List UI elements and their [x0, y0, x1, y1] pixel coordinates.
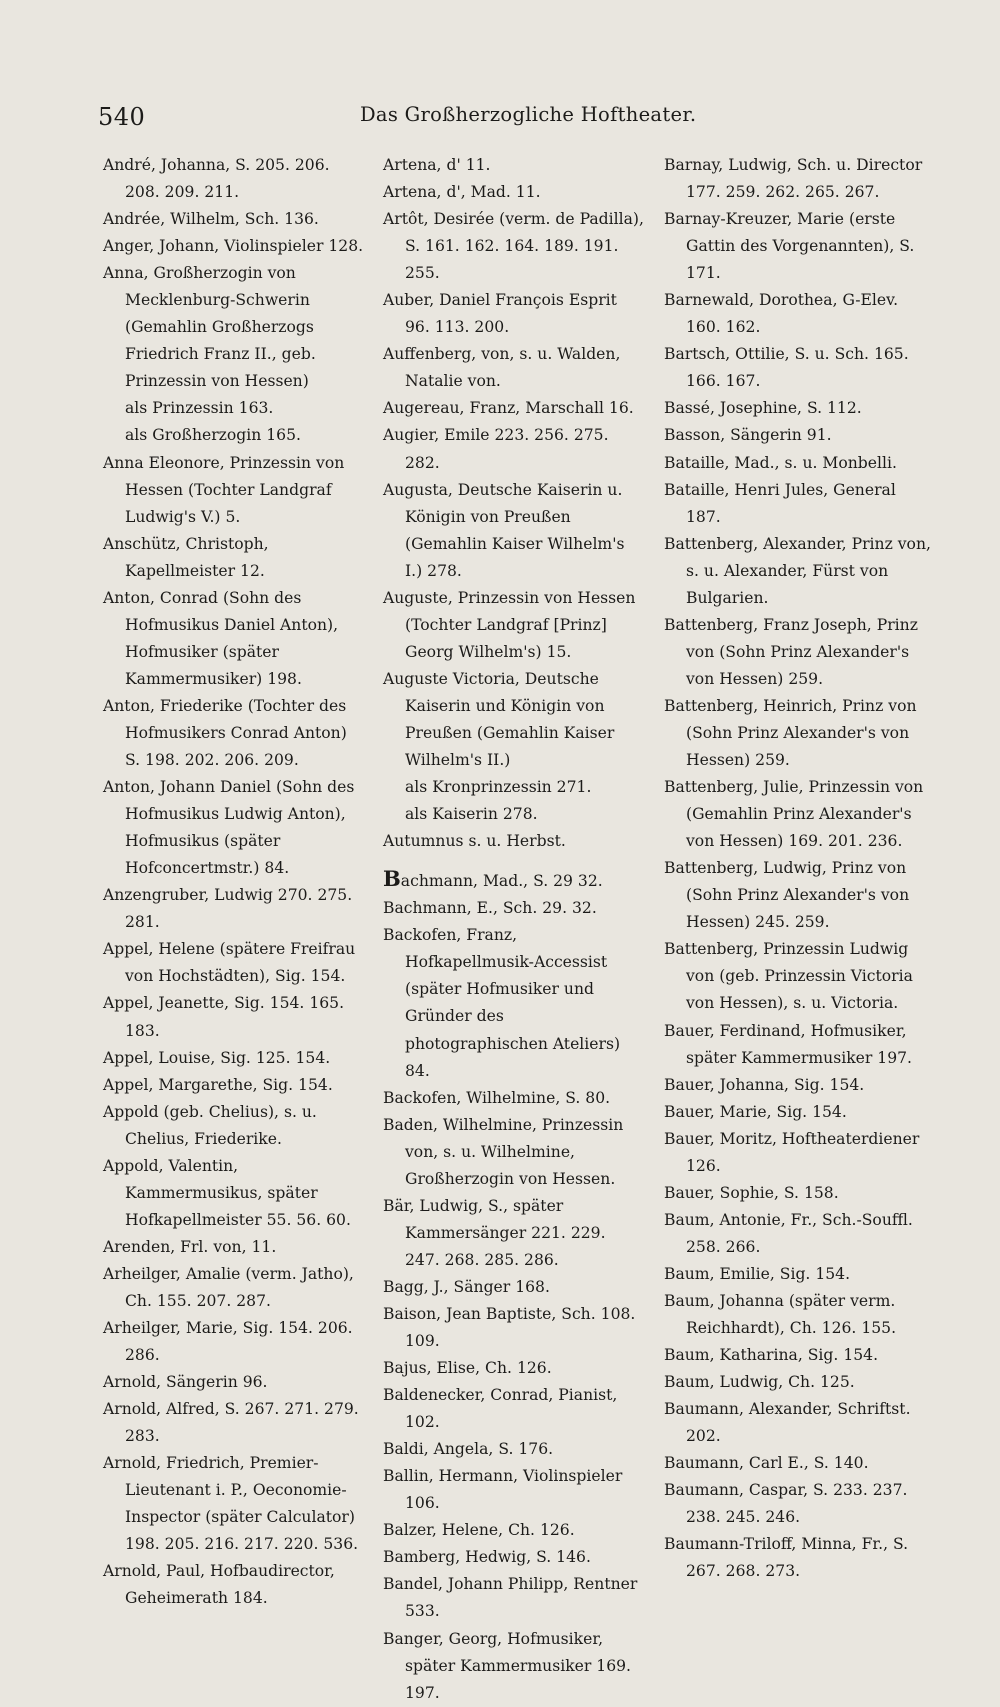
index-entry: Baum, Emilie, Sig. 154. [664, 1264, 851, 1283]
index-entry: Baumann, Alexander, Schriftst. 202. [664, 1400, 911, 1446]
index-entry: Bauer, Marie, Sig. 154. [664, 1102, 847, 1121]
index-entry: Appold (geb. Chelius), s. u. Chelius, Friederike. [103, 1102, 317, 1148]
index-entry: Arnold, Paul, Hofbaudirector, Geheimerath 184. [103, 1562, 335, 1608]
index-entry: Auguste, Prinzessin von Hessen (Tochter Landgraf [Prinz] Georg Wilhelm's) 15. [383, 588, 636, 661]
index-entry: Anger, Johann, Violinspieler 128. [103, 237, 364, 256]
index-entry: Barnewald, Dorothea, G-Elev. 160. 162. [664, 291, 899, 337]
index-entry: Battenberg, Ludwig, Prinz von (Sohn Prinz Alexander's von Hessen) 245. 259. [664, 859, 910, 932]
index-entry: Andrée, Wilhelm, Sch. 136. [103, 210, 319, 229]
index-entry: Arnold, Alfred, S. 267. 271. 279. 283. [103, 1400, 359, 1446]
index-entry: Arheilger, Marie, Sig. 154. 206. 286. [103, 1319, 353, 1365]
index-entry: Baum, Johanna (später verm. Reichhardt), Ch. 126. 155. [664, 1291, 897, 1338]
index-entry: Baum, Antonie, Fr., Sch.-Souffl. 258. 266. [664, 1210, 913, 1256]
page-number: 540 [98, 103, 146, 131]
index-entry: Auguste Victoria, Deutsche Kaiserin und Königin von Preußen (Gemahlin Kaiser Wilhelm's II.) als Kronprinzessin 271. als Kaiserin 278. [383, 669, 615, 824]
index-entry: Anna Eleonore, Prinzessin von Hessen (Tochter Landgraf Ludwig's V.) 5. [103, 453, 345, 526]
index-entry: Anton, Friederike (Tochter des Hofmusikers Conrad Anton) S. 198. 202. 206. 209. [103, 696, 347, 770]
index-entry: Augier, Emile 223. 256. 275. 282. [383, 426, 609, 472]
index-entry: Baumann-Triloff, Minna, Fr., S. 267. 268. 273. [664, 1535, 909, 1581]
index-entry: Arenden, Frl. von, 11. [103, 1237, 277, 1256]
index-entry: Appold, Valentin, Kammermusikus, später Hofkapellmeister 55. 56. 60. [103, 1156, 351, 1229]
index-entry: Bartsch, Ottilie, S. u. Sch. 165. 166. 167. [664, 345, 909, 391]
index-entry: Augereau, Franz, Marschall 16. [383, 399, 634, 418]
index-column-right [664, 152, 934, 1585]
index-entry: Battenberg, Julie, Prinzessin von (Gemahlin Prinz Alexander's von Hessen) 169. 201. 236. [664, 778, 924, 851]
index-entry: Anna, Großherzogin von Mecklenburg-Schwerin (Gemahlin Großherzogs Friedrich Franz II., geb. Prinzessin von Hessen) als Prinzessin 163. als Großherzogin 165. [103, 264, 316, 445]
index-entry: Bauer, Johanna, Sig. 154. [664, 1075, 865, 1094]
index-entry: Arheilger, Amalie (verm. Jatho), Ch. 155. 207. 287. [103, 1264, 354, 1310]
index-entry: Appel, Helene (spätere Freifrau von Hochstädten), Sig. 154. [103, 940, 356, 986]
index-entry: Bauer, Ferdinand, Hofmusiker, später Kammermusiker 197. [664, 1021, 913, 1067]
index-entry: Anschütz, Christoph, Kapellmeister 12. [103, 534, 269, 580]
index-entry: Bataille, Mad., s. u. Monbelli. [664, 453, 897, 472]
index-entry: Baison, Jean Baptiste, Sch. 108. 109. [383, 1304, 636, 1351]
index-entry: Battenberg, Prinzessin Ludwig von (geb. Prinzessin Victoria von Hessen), s. u. Victoria. [664, 940, 913, 1013]
index-entry: Bauer, Sophie, S. 158. [664, 1183, 839, 1202]
index-entry: Battenberg, Franz Joseph, Prinz von (Sohn Prinz Alexander's von Hessen) 259. [664, 615, 918, 688]
index-entry: Barnay, Ludwig, Sch. u. Director 177. 259. 262. 265. 267. [664, 156, 923, 202]
index-entry: Backofen, Wilhelmine, S. 80. [383, 1088, 611, 1107]
index-entry: Artena, d' 11. [383, 156, 491, 174]
index-entry: Appel, Margarethe, Sig. 154. [103, 1075, 333, 1094]
index-entry: Bataille, Henri Jules, General 187. [664, 480, 896, 526]
index-entry: Baldi, Angela, S. 176. [383, 1440, 554, 1459]
index-entry: Artôt, Desirée (verm. de Padilla), S. 161. 162. 164. 189. 191. 255. [383, 210, 644, 283]
index-column-middle [383, 152, 645, 1707]
index-entry: Bamberg, Hedwig, S. 146. [383, 1548, 591, 1567]
index-entry: Barnay-Kreuzer, Marie (erste Gattin des Vorgenannten), S. 171. [664, 210, 915, 283]
index-column-left [103, 152, 365, 1613]
index-entry: Augusta, Deutsche Kaiserin u. Königin von Preußen (Gemahlin Kaiser Wilhelm's I.) 278. [383, 480, 625, 580]
index-entry: Bagg, J., Sänger 168. [383, 1277, 550, 1296]
index-entry: Balzer, Helene, Ch. 126. [383, 1521, 575, 1540]
index-entry: Banger, Georg, Hofmusiker, später Kammermusiker 169. 197. [383, 1629, 632, 1702]
index-entry: Bajus, Elise, Ch. 126. [383, 1359, 552, 1378]
index-entry: André, Johanna, S. 205. 206. 208. 209. 211. [103, 156, 330, 202]
index-entry: Bär, Ludwig, S., später Kammersänger 221. 229. 247. 268. 285. 286. [383, 1196, 606, 1269]
index-entry: Bauer, Moritz, Hoftheaterdiener 126. [664, 1129, 920, 1175]
index-entry: Battenberg, Heinrich, Prinz von (Sohn Prinz Alexander's von Hessen) 259. [664, 696, 917, 770]
index-entry: Bassé, Josephine, S. 112. [664, 399, 862, 418]
index-entry: Backofen, Franz, Hofkapellmusik-Accessist (später Hofmusiker und Gründer des photographischen Ateliers) 84. [383, 926, 621, 1080]
index-entry: Anzengruber, Ludwig 270. 275. 281. [103, 886, 353, 932]
index-entry: Baden, Wilhelmine, Prinzessin von, s. u. Wilhelmine, Großherzogin von Hessen. [383, 1115, 624, 1188]
index-entry: Auffenberg, von, s. u. Walden, Natalie von. [383, 345, 621, 391]
index-entry: Arnold, Sängerin 96. [103, 1373, 268, 1392]
index-entry: Baldenecker, Conrad, Pianist, 102. [383, 1386, 618, 1432]
index-entry-section-b: Bachmann, Mad., S. 29 32. [383, 866, 603, 892]
index-entry: Baumann, Carl E., S. 140. [664, 1454, 869, 1473]
index-entry: Artena, d', Mad. 11. [383, 183, 541, 202]
index-entry: Anton, Conrad (Sohn des Hofmusikus Daniel Anton), Hofmusiker (später Kammermusiker) 198. [103, 588, 339, 688]
index-entry: Basson, Sängerin 91. [664, 426, 832, 445]
index-entry: Baum, Ludwig, Ch. 125. [664, 1373, 855, 1392]
index-entry: Auber, Daniel François Esprit 96. 113. 200. [383, 291, 617, 337]
index-entry: Appel, Louise, Sig. 125. 154. [103, 1048, 331, 1067]
running-head: Das Großherzogliche Hoftheater. [360, 103, 697, 126]
index-entry: Anton, Johann Daniel (Sohn des Hofmusikus Ludwig Anton), Hofmusikus (später Hofconcertmstr.) 84. [103, 778, 355, 878]
index-entry: Appel, Jeanette, Sig. 154. 165. 183. [103, 994, 345, 1040]
index-entry: Bandel, Johann Philipp, Rentner 533. [383, 1575, 638, 1621]
index-entry: Battenberg, Alexander, Prinz von, s. u. Alexander, Fürst von Bulgarien. [664, 534, 931, 607]
index-entry: Bachmann, E., Sch. 29. 32. [383, 899, 597, 918]
index-entry: Baumann, Caspar, S. 233. 237. 238. 245. 246. [664, 1481, 908, 1527]
index-entry: Ballin, Hermann, Violinspieler 106. [383, 1467, 623, 1513]
index-entry: Autumnus s. u. Herbst. [383, 832, 566, 851]
index-entry: Baum, Katharina, Sig. 154. [664, 1346, 879, 1365]
index-entry: Arnold, Friedrich, Premier-Lieutenant i. P., Oeconomie-Inspector (später Calculator) 198. 205. 216. 217. 220. 536. [103, 1454, 359, 1554]
